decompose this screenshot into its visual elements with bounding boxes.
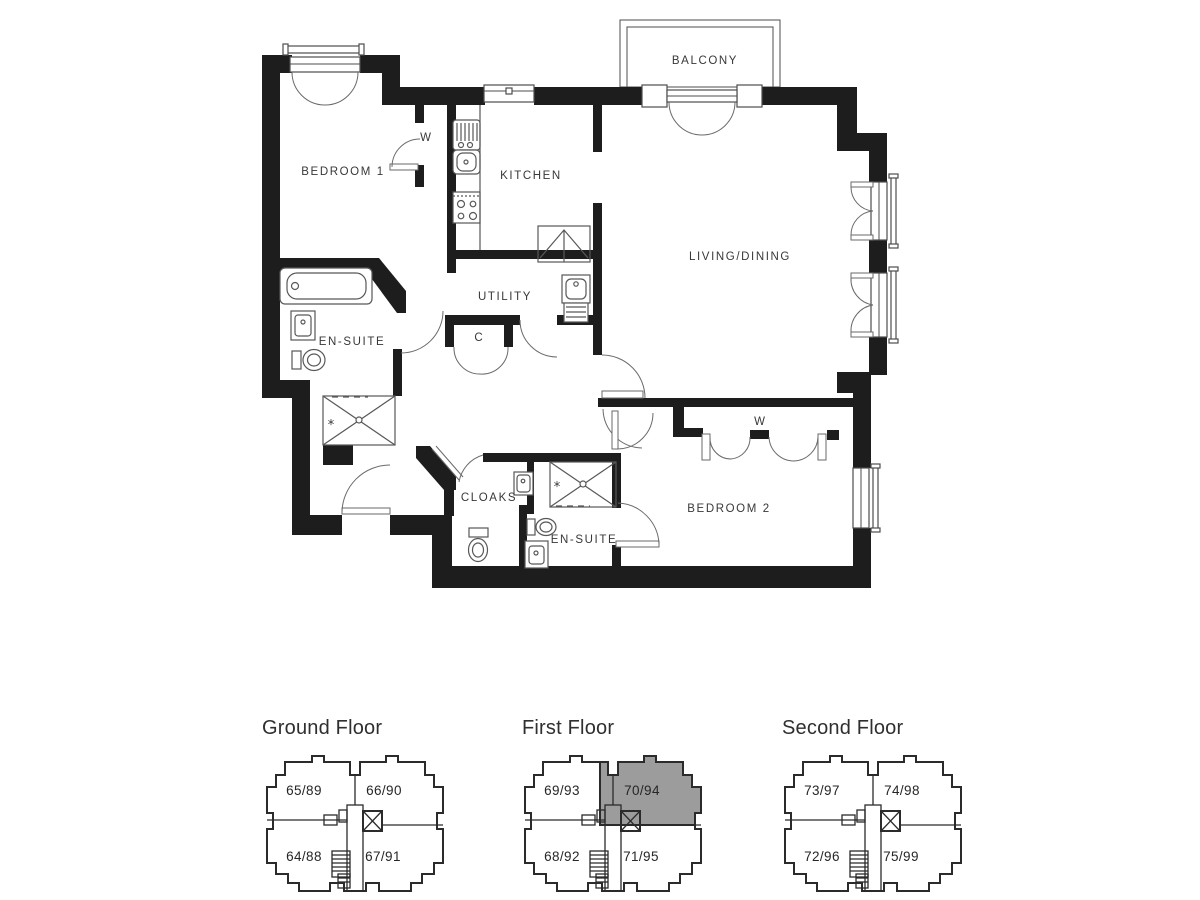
ensuite2-door bbox=[616, 503, 659, 547]
ensuite1-toilet bbox=[292, 350, 325, 371]
kitchen-window bbox=[484, 85, 534, 102]
floor-title-second: Second Floor bbox=[782, 717, 904, 739]
floor-title-first: First Floor bbox=[522, 717, 615, 739]
floor-plan-ground bbox=[262, 717, 443, 891]
balcony-structure bbox=[620, 20, 780, 87]
shower-valve-icon: * bbox=[553, 480, 561, 495]
room-label-balcony: BALCONY bbox=[671, 55, 739, 67]
unit-label: 71/95 bbox=[623, 849, 659, 864]
ensuite2-washbasin bbox=[525, 541, 548, 568]
floor-plan-second bbox=[782, 717, 961, 891]
utility-door bbox=[520, 320, 557, 357]
unit-label: 65/89 bbox=[286, 783, 322, 798]
bedroom2-door bbox=[612, 411, 653, 449]
main-floor-plan bbox=[262, 20, 898, 588]
unit-label: 72/96 bbox=[804, 849, 840, 864]
room-label-cloaks: CLOAKS bbox=[460, 492, 518, 504]
unit-label: 69/93 bbox=[544, 783, 580, 798]
living-window-upper bbox=[851, 174, 898, 248]
room-label-bedroom1: BEDROOM 1 bbox=[301, 166, 385, 178]
unit-label: 64/88 bbox=[286, 849, 322, 864]
room-label-cupboard: C bbox=[474, 332, 484, 344]
unit-label: 67/91 bbox=[365, 849, 401, 864]
ensuite1-shower bbox=[323, 396, 395, 445]
unit-label: 66/90 bbox=[366, 783, 402, 798]
cloaks-toilet bbox=[469, 528, 489, 562]
kitchen-sink-drainer bbox=[453, 120, 480, 174]
entrance-door bbox=[342, 465, 390, 514]
bathtub bbox=[280, 268, 372, 304]
floor-plan-first bbox=[522, 717, 701, 891]
bedroom1-window bbox=[283, 44, 364, 105]
bedroom2-window bbox=[853, 464, 880, 532]
ensuite2-shower bbox=[550, 462, 616, 507]
unit-label: 70/94 bbox=[624, 783, 660, 798]
room-labels bbox=[301, 55, 791, 546]
utility-sink bbox=[562, 275, 590, 322]
unit-label: 73/97 bbox=[804, 783, 840, 798]
balcony-doors bbox=[642, 85, 762, 135]
room-label-ensuite2: EN-SUITE bbox=[550, 534, 618, 546]
room-label-bedroom2: BEDROOM 2 bbox=[687, 503, 771, 515]
room-label-living-dining: LIVING/DINING bbox=[689, 251, 791, 263]
room-label-ensuite1: EN-SUITE bbox=[318, 336, 386, 348]
unit-label: 74/98 bbox=[884, 783, 920, 798]
floor-key bbox=[262, 717, 961, 891]
shower-valve-icon: * bbox=[327, 418, 335, 433]
room-label-utility: UTILITY bbox=[477, 291, 533, 303]
hob bbox=[453, 192, 480, 223]
ensuite2-toilet bbox=[527, 519, 556, 536]
room-label-wardrobe2: W bbox=[754, 416, 766, 428]
living-window-lower bbox=[851, 267, 898, 343]
room-label-wardrobe1: W bbox=[420, 132, 432, 144]
ensuite1-door bbox=[401, 311, 443, 353]
unit-label: 75/99 bbox=[883, 849, 919, 864]
unit-label: 68/92 bbox=[544, 849, 580, 864]
room-label-kitchen: KITCHEN bbox=[500, 170, 562, 182]
wardrobe1-door bbox=[390, 139, 420, 170]
cupboard-doors bbox=[454, 347, 508, 374]
ensuite1-washbasin bbox=[291, 311, 315, 340]
floor-title-ground: Ground Floor bbox=[262, 717, 383, 739]
